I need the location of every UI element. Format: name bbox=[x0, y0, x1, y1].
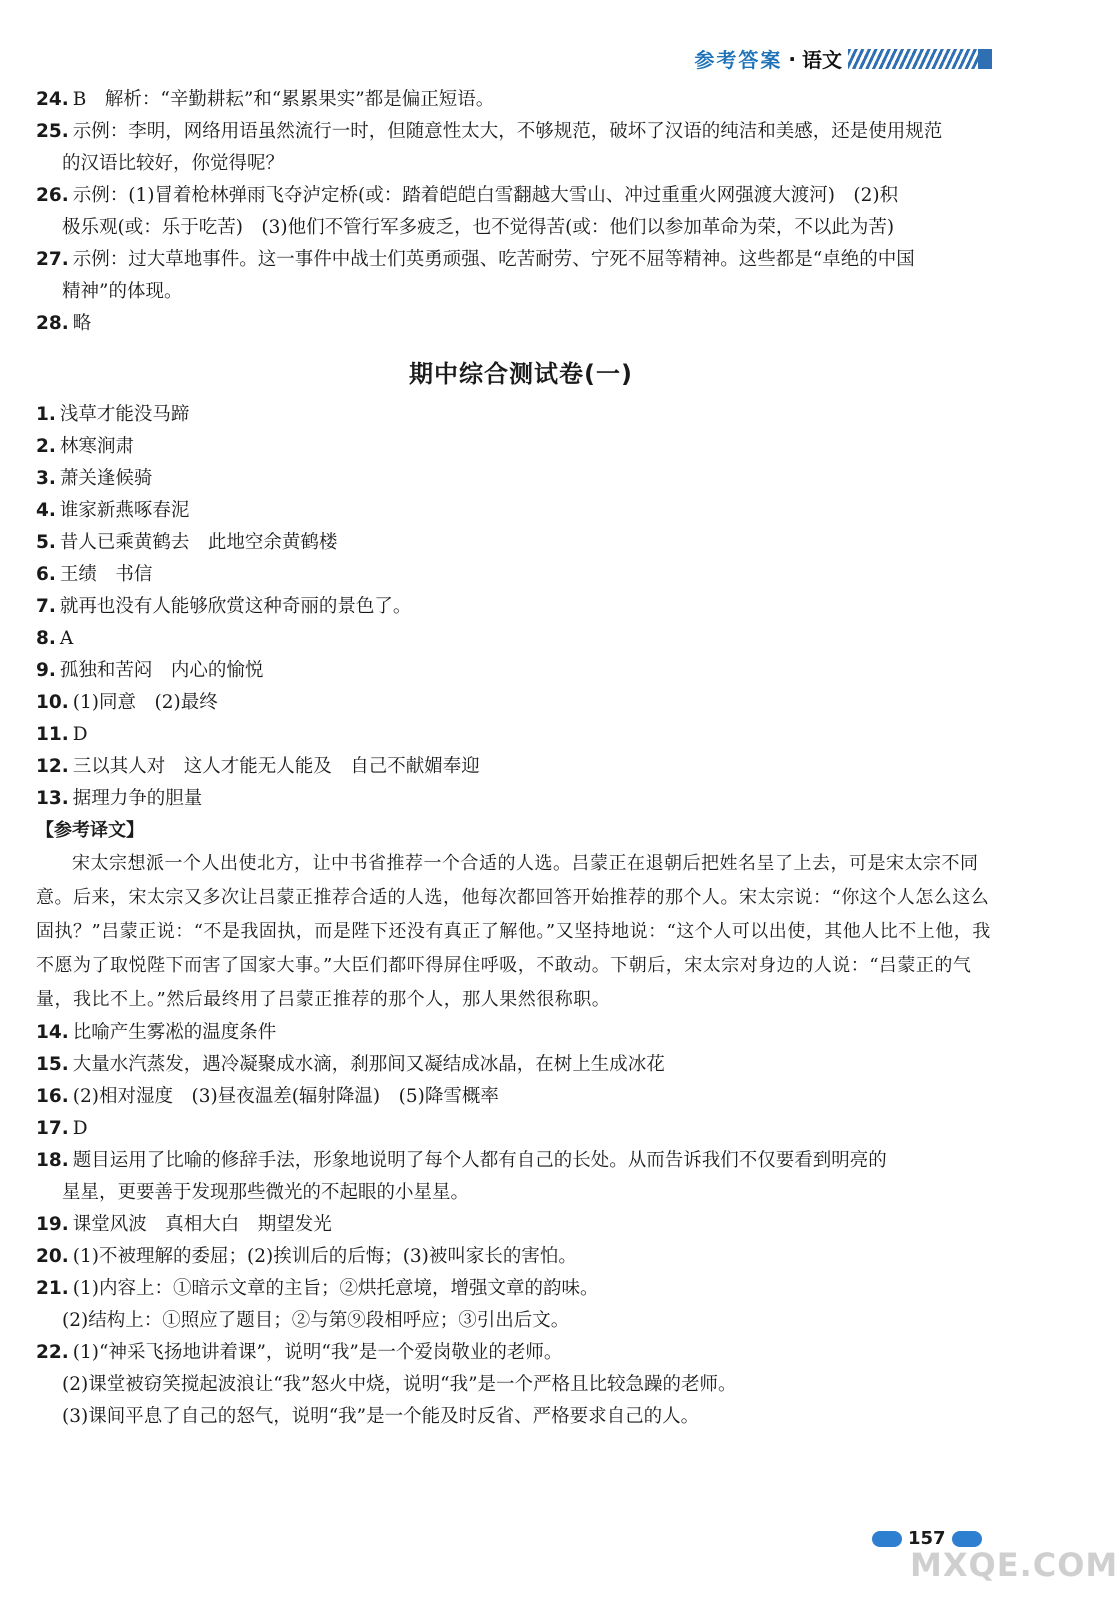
item-number: 5. bbox=[36, 532, 56, 553]
answer-item bbox=[36, 719, 1006, 751]
item-text: 略 bbox=[72, 313, 92, 334]
item-text: 林寒涧肃 bbox=[59, 436, 134, 457]
item-number: 17. bbox=[36, 1118, 69, 1139]
answer-item bbox=[36, 116, 1006, 180]
answer-item bbox=[36, 1081, 1006, 1113]
answer-item bbox=[36, 244, 1006, 308]
item-number: 14. bbox=[36, 1022, 69, 1043]
item-text: 三以其人对 这人才能无人能及 自己不献媚奉迎 bbox=[72, 756, 480, 777]
answer-item bbox=[36, 399, 1006, 431]
pill-decoration-left bbox=[872, 1531, 902, 1547]
item-number: 16. bbox=[36, 1086, 69, 1107]
item-continuation: 的汉语比较好，你觉得呢？ bbox=[62, 153, 285, 174]
answer-content bbox=[36, 84, 1006, 1433]
item-number: 8. bbox=[36, 628, 56, 649]
item-text: 据理力争的胆量 bbox=[72, 788, 203, 809]
item-number: 9. bbox=[36, 660, 56, 681]
item-text: (2)相对湿度 (3)昼夜温差(辐射降温) (5)降雪概率 bbox=[72, 1086, 499, 1107]
answer-item bbox=[36, 84, 1006, 116]
item-text: 孤独和苦闷 内心的愉悦 bbox=[59, 660, 264, 681]
answer-item bbox=[36, 431, 1006, 463]
watermark-logo bbox=[900, 1490, 1119, 1590]
answer-item bbox=[36, 1209, 1006, 1241]
header-stripe-decoration bbox=[848, 49, 992, 69]
item-number: 18. bbox=[36, 1150, 69, 1171]
watermark-text: MXQE.COM bbox=[910, 1546, 1119, 1584]
answer-item bbox=[36, 687, 1006, 719]
answer-item bbox=[36, 623, 1006, 655]
answers-after-translation bbox=[36, 1017, 1006, 1273]
answer-item bbox=[36, 559, 1006, 591]
answer-item bbox=[36, 1113, 1006, 1145]
item-number: 27. bbox=[36, 249, 69, 270]
item-number: 26. bbox=[36, 185, 69, 206]
item-text: 示例：过大草地事件。这一事件中战士们英勇顽强、吃苦耐劳、宁死不屈等精神。这些都是“卓绝的中国 bbox=[72, 249, 915, 270]
item-number: 20. bbox=[36, 1246, 69, 1267]
answer-item bbox=[36, 1049, 1006, 1081]
item-text: D bbox=[72, 1118, 88, 1139]
item-number: 15. bbox=[36, 1054, 69, 1075]
page-number: 157 bbox=[908, 1528, 946, 1549]
item-number: 10. bbox=[36, 692, 69, 713]
item-text: 示例：(1)冒着枪林弹雨飞夺泸定桥(或：踏着皑皑白雪翻越大雪山、冲过重重火网强渡大渡河) (2)积 bbox=[72, 185, 899, 206]
item-number: 25. bbox=[36, 121, 69, 142]
item-number: 28. bbox=[36, 313, 69, 334]
item-text: (1)“神采飞扬地讲着课”，说明“我”是一个爱岗敬业的老师。 bbox=[72, 1342, 563, 1363]
item-text: 萧关逢候骑 bbox=[59, 468, 153, 489]
answer-item bbox=[36, 495, 1006, 527]
item-text: (1)内容上：①暗示文章的主旨；②烘托意境，增强文章的韵味。 bbox=[72, 1278, 599, 1299]
item-text: 就再也没有人能够欣赏这种奇丽的景色了。 bbox=[59, 596, 412, 617]
item-subline: (3)课间平息了自己的怒气，说明“我”是一个能及时反省、严格要求自己的人。 bbox=[62, 1406, 700, 1427]
answer-item bbox=[36, 1017, 1006, 1049]
item-number: 2. bbox=[36, 436, 56, 457]
answer-item bbox=[36, 783, 1006, 815]
translation-text: 宋太宗想派一个人出使北方，让中书省推荐一个合适的人选。吕蒙正在退朝后把姓名呈了上去，可是宋太宗不同意。后来，宋太宗又多次让吕蒙正推荐合适的人选，他每次都回答开始推荐的那个人。宋太宗说：“你这个人怎么这么固执？”吕蒙正说：“不是我固执，而是陛下还没有真正了解他。”又坚持地说：“这个人可以出使，其他人比不上他，我不愿为了取悦陛下而害了国家大事。”大臣们都吓得屏住呼吸，不敢动。下朝后，宋太宗对身边的人说：“吕蒙正的气量，我比不上。”然后最终用了吕蒙正推荐的那个人，那人果然很称职。 bbox=[36, 853, 991, 1010]
item-number: 13. bbox=[36, 788, 69, 809]
item-text: 王绩 书信 bbox=[59, 564, 153, 585]
item-number: 6. bbox=[36, 564, 56, 585]
item-text: 比喻产生雾凇的温度条件 bbox=[72, 1022, 277, 1043]
item-number: 1. bbox=[36, 404, 56, 425]
answers-before-section bbox=[36, 84, 1006, 340]
translation-tag: 【参考译文】 bbox=[36, 820, 144, 841]
item-text: 大量水汽蒸发，遇冷凝聚成水滴，刹那间又凝结成冰晶，在树上生成冰花 bbox=[72, 1054, 665, 1075]
header-subject: 语文 bbox=[802, 48, 842, 72]
answer-item bbox=[36, 655, 1006, 687]
item-text: 谁家新燕啄春泥 bbox=[59, 500, 190, 521]
item-text: 课堂风波 真相大白 期望发光 bbox=[72, 1214, 332, 1235]
answer-item bbox=[36, 1241, 1006, 1273]
item-text: 示例：李明，网络用语虽然流行一时，但随意性太大，不够规范，破坏了汉语的纯洁和美感，还是使用规范 bbox=[72, 121, 943, 142]
answer-item bbox=[36, 1145, 1006, 1209]
item-subline: (2)结构上：①照应了题目；②与第⑨段相呼应；③引出后文。 bbox=[62, 1310, 570, 1331]
item-number: 12. bbox=[36, 756, 69, 777]
item-subline: (2)课堂被窃笑搅起波浪让“我”怒火中烧，说明“我”是一个严格且比较急躁的老师。 bbox=[62, 1374, 737, 1395]
answer-item bbox=[36, 751, 1006, 783]
answer-item bbox=[36, 1273, 1006, 1337]
item-number: 22. bbox=[36, 1342, 69, 1363]
item-continuation: 极乐观(或：乐于吃苦) (3)他们不管行军多疲乏，也不觉得苦(或：他们以参加革命为荣，不以此为苦) bbox=[62, 217, 895, 238]
header-brand: 参考答案 bbox=[694, 48, 783, 72]
item-text: (1)同意 (2)最终 bbox=[72, 692, 218, 713]
item-number: 7. bbox=[36, 596, 56, 617]
answer-item bbox=[36, 591, 1006, 623]
item-continuation: 精神”的体现。 bbox=[62, 281, 183, 302]
answer-item bbox=[36, 527, 1006, 559]
item-text: A bbox=[59, 628, 74, 649]
section-title: 期中综合测试卷(一) bbox=[409, 360, 633, 388]
item-text: D bbox=[72, 724, 88, 745]
page-header bbox=[694, 44, 992, 73]
item-text: 浅草才能没马蹄 bbox=[59, 404, 190, 425]
answer-item bbox=[36, 1337, 1006, 1433]
item-number: 21. bbox=[36, 1278, 69, 1299]
item-text: 昔人已乘黄鹤去 此地空余黄鹤楼 bbox=[59, 532, 338, 553]
item-number: 24. bbox=[36, 89, 69, 110]
header-dot: · bbox=[788, 46, 796, 71]
answers-midterm bbox=[36, 399, 1006, 815]
item-number: 11. bbox=[36, 724, 69, 745]
answer-item bbox=[36, 463, 1006, 495]
item-text: (1)不被理解的委屈；(2)挨训后的后悔；(3)被叫家长的害怕。 bbox=[72, 1246, 577, 1267]
answer-item bbox=[36, 180, 1006, 244]
item-text: B 解析：“辛勤耕耘”和“累累果实”都是偏正短语。 bbox=[72, 89, 495, 110]
item-number: 19. bbox=[36, 1214, 69, 1235]
item-text: 题目运用了比喻的修辞手法，形象地说明了每个人都有自己的长处。从而告诉我们不仅要看到明亮的 bbox=[72, 1150, 887, 1171]
answer-item bbox=[36, 308, 1006, 340]
item-number: 3. bbox=[36, 468, 56, 489]
item-continuation: 星星，更要善于发现那些微光的不起眼的小星星。 bbox=[62, 1182, 470, 1203]
item-number: 4. bbox=[36, 500, 56, 521]
